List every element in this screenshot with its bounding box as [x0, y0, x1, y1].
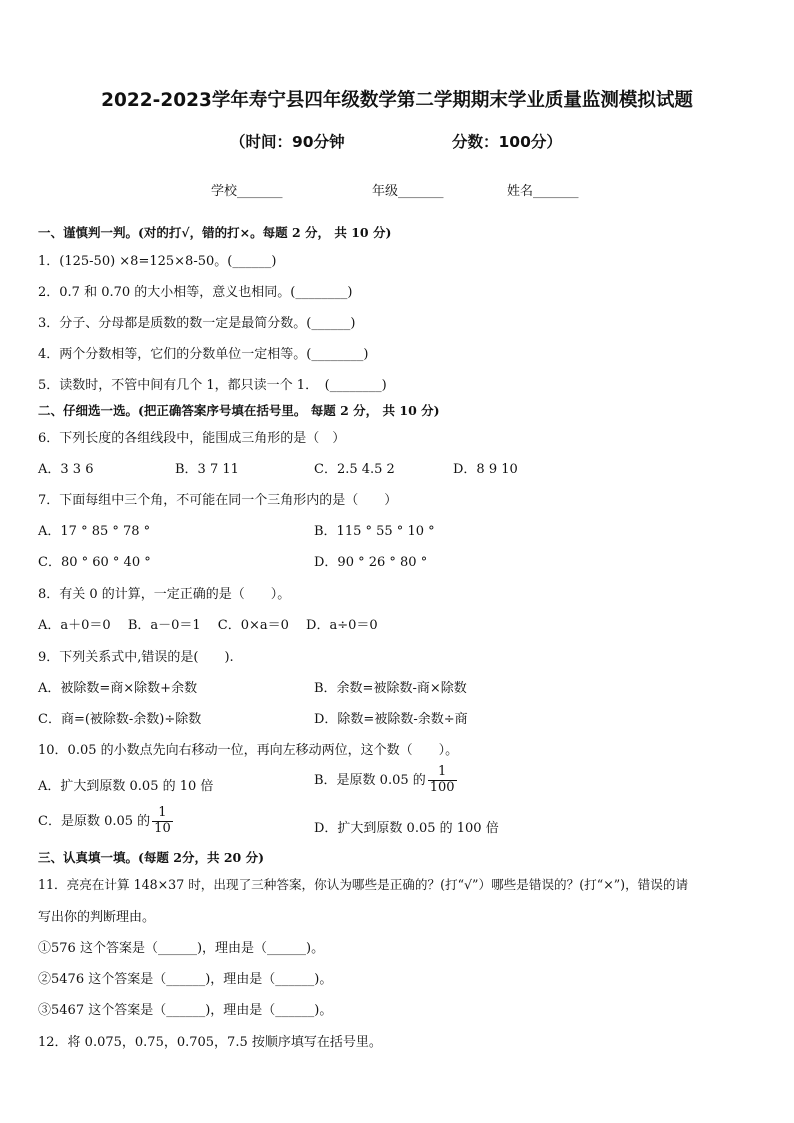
- question-9-option-a: A．被除数=商×除数+余数: [38, 681, 198, 696]
- question-7: 7．下面每组中三个角，不可能在同一个三角形内的是（ ）: [38, 493, 398, 508]
- question-6-option-a: A．3 3 6: [38, 462, 94, 477]
- question-8-options: A．a＋0＝0 B．a－0＝1 C．0×a＝0 D．a÷0＝0: [38, 618, 378, 633]
- question-9-option-b: B．余数=被除数-商×除数: [314, 681, 467, 696]
- question-11-part-3: ③5467 这个答案是（______)，理由是（______)。: [38, 1003, 333, 1018]
- question-9-option-c: C．商=(被除数-余数)÷除数: [38, 712, 202, 727]
- question-10: 10．0.05 的小数点先向右移动一位，再向左移动两位，这个数（ ）。: [38, 743, 459, 758]
- question-4: 4．两个分数相等，它们的分数单位一定相等。(________): [38, 347, 369, 362]
- name-field: 姓名_______: [507, 184, 579, 199]
- question-8: 8．有关 0 的计算，一定正确的是（ ）。: [38, 587, 291, 602]
- question-10-option-b: [314, 765, 457, 796]
- question-11-line-1: 11．亮亮在计算 148×37 时，出现了三种答案，你认为哪些是正确的？(打“√”）哪些是错误的？(打“×”)，错误的请: [38, 877, 689, 892]
- question-10-option-b-text: B．是原数 0.05 的: [314, 772, 426, 788]
- page-title: 2022-2023学年寿宁县四年级数学第二学期期末学业质量监测模拟试题: [101, 90, 693, 111]
- fraction-1-10: $\frac{1}{10}$: [154, 805, 171, 836]
- question-10-option-c: [38, 806, 173, 837]
- section-1-heading: 一、谨慎判一判。(对的打√，错的打×。每题 2 分， 共 10 分): [38, 225, 392, 240]
- question-10-option-c-text: C．是原数 0.05 的: [38, 813, 151, 829]
- section-3-heading: 三、认真填一填。(每题 2分，共 20 分): [38, 850, 264, 865]
- question-1: 1．(125-50) ×8=125×8-50。(______): [38, 254, 277, 269]
- section-2-heading: 二、仔细选一选。(把正确答案序号填在括号里。 每题 2 分， 共 10 分): [38, 403, 440, 418]
- question-10-option-d: D．扩大到原数 0.05 的 100 倍: [314, 821, 499, 836]
- question-11-part-2: ②5476 这个答案是（______)，理由是（______)。: [38, 972, 333, 987]
- question-6-option-b: B．3 7 11: [175, 462, 239, 477]
- exam-score: 分数：100分）: [452, 133, 562, 151]
- fraction-1-100: $\frac{1}{100}$: [429, 764, 455, 795]
- school-field: 学校_______: [211, 184, 283, 199]
- question-6-option-c: C．2.5 4.5 2: [314, 462, 395, 477]
- question-7-option-d: D．90 ° 26 ° 80 °: [314, 555, 428, 570]
- question-11-line-2: 写出你的判断理由。: [38, 910, 156, 925]
- question-9-option-d: D．除数=被除数-余数÷商: [314, 712, 468, 727]
- question-7-option-b: B．115 ° 55 ° 10 °: [314, 524, 435, 539]
- question-11-part-1: ①576 这个答案是（______)，理由是（______)。: [38, 941, 325, 956]
- question-2: 2．0.7 和 0.70 的大小相等，意义也相同。(________): [38, 285, 353, 300]
- question-7-option-a: A．17 ° 85 ° 78 °: [38, 524, 151, 539]
- question-7-option-c: C．80 ° 60 ° 40 °: [38, 555, 151, 570]
- question-12: 12．将 0.075，0.75，0.705，7.5 按顺序填写在括号里。: [38, 1035, 382, 1050]
- question-10-option-a: A．扩大到原数 0.05 的 10 倍: [38, 779, 214, 794]
- question-6-option-d: D．8 9 10: [453, 462, 518, 477]
- question-3: 3．分子、分母都是质数的数一定是最简分数。(______): [38, 316, 356, 331]
- grade-field: 年级_______: [372, 184, 444, 199]
- question-5: 5．读数时，不管中间有几个 1，都只读一个 1． (________): [38, 378, 387, 393]
- exam-time: （时间：90分钟: [230, 133, 345, 151]
- question-9: 9．下列关系式中,错误的是( ).: [38, 650, 234, 665]
- question-6: 6．下列长度的各组线段中，能围成三角形的是（ ）: [38, 431, 346, 446]
